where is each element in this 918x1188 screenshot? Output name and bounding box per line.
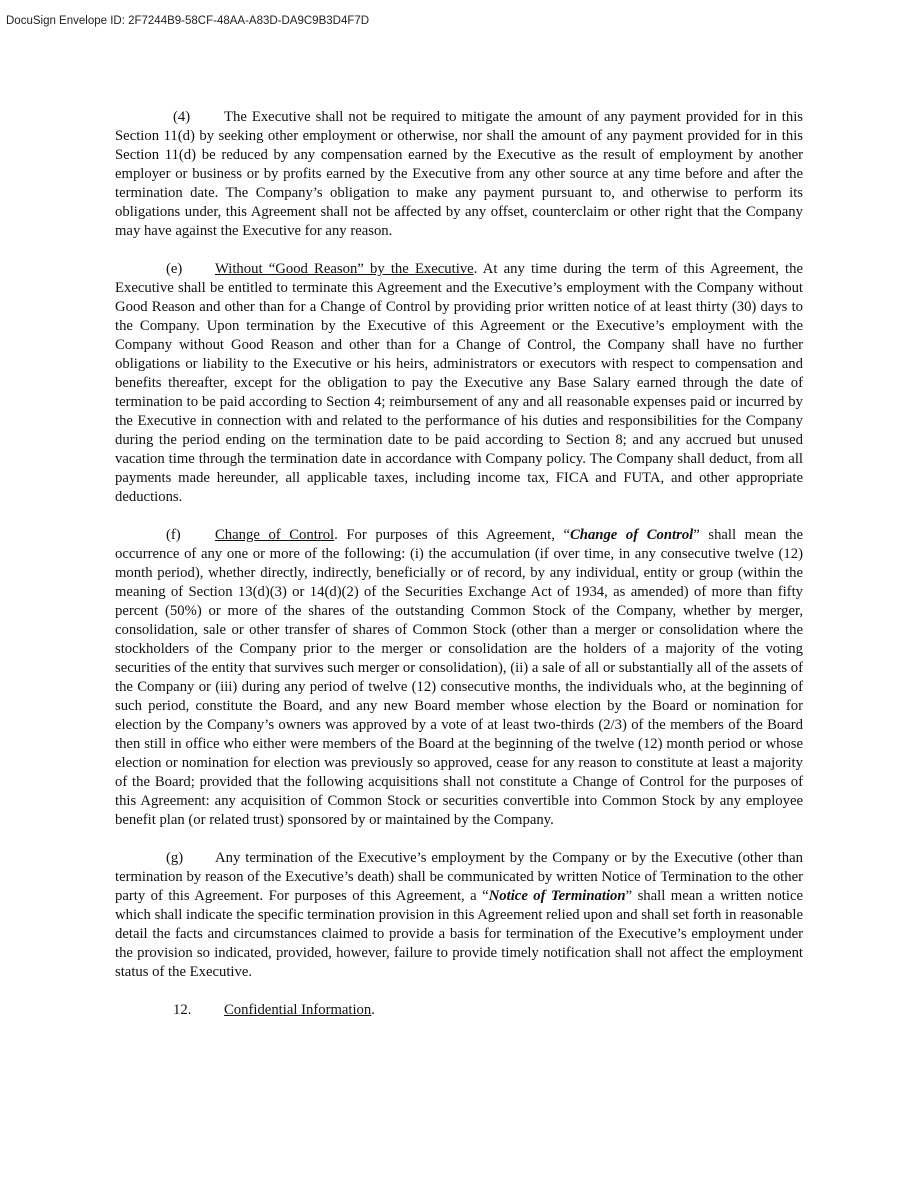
- section-12-heading: [115, 1001, 803, 1020]
- paragraph-11g: [115, 849, 803, 982]
- paragraph-text-before: Any termination of the Executive’s employment by the Company or by the Executive (other than termination by reason of the Executive’s death) shall be communicated by written Notice of Termination to the other party of this Agreement. For purposes of this Agreement, a “: [115, 850, 803, 904]
- document-page: [115, 108, 803, 1039]
- docusign-envelope-id: DocuSign Envelope ID: 2F7244B9-58CF-48AA-A83D-DA9C9B3D4F7D: [6, 15, 370, 27]
- paragraph-number: (f): [166, 527, 181, 543]
- paragraph-number: (g): [166, 850, 184, 866]
- paragraph-text-before: . For purposes of this Agreement, “: [334, 527, 570, 543]
- paragraph-number: (4): [173, 109, 191, 125]
- defined-term: Notice of Termination: [488, 888, 626, 904]
- paragraph-heading: Change of Control: [215, 527, 335, 543]
- paragraph-11e: [115, 260, 803, 507]
- paragraph-text-after: ” shall mean the occurrence of any one or more of the following: (i) the accumulation (if over time, in any consecutive twelve (12) month period), whether directly, indirectly, beneficially or of record, by any individual, entity or group (within the meaning of Section 13(d)(3) or 14(d)(2) of the Securities Exchange Act of 1934, as amended) of more than fifty percent (50%) or more of the shares of the outstanding Common Stock of the Company, whether by merger, consolidation, sale or other transfer of shares of Common Stock (other than a merger or consolidation where the stockholders of the Company prior to the merger or consolidation are the holders of a majority of the voting securities of the entity that survives such merger or consolidation), (ii) a sale of all or substantially all of the assets of the Company or (iii) during any period of twelve (12) consecutive months, the individuals who, at the beginning of such period, constitute the Board, and any new Board member whose election by the Board or nomination for election by the Company’s owners was approved by a vote of at least two-thirds (2/3) of the members of the Board then still in office who either were members of the Board at the beginning of the twelve (12) month period or whose election or nomination for election was previously so approved, cease for any reason to constitute at least a majority of the Board; provided that the following acquisitions shall not constitute a Change of Control for the purposes of this Agreement: any acquisition of Common Stock or securities convertible into Common Stock by any employee benefit plan (or related trust) sponsored by or maintained by the Company.: [115, 527, 803, 828]
- section-title: Confidential Information: [224, 1002, 372, 1018]
- paragraph-11f: [115, 526, 803, 830]
- paragraph-number: (e): [166, 261, 183, 277]
- section-title-period: .: [371, 1002, 375, 1018]
- paragraph-heading: Without “Good Reason” by the Executive: [215, 261, 474, 277]
- paragraph-text-after: ” shall mean a written notice which shall indicate the specific termination provision in this Agreement relied upon and shall set forth in reasonable detail the facts and circumstances claimed to provide a basis for termination of the Executive’s employment under the provision so indicated, provided, however, failure to provide timely notification shall not affect the employment status of the Executive.: [115, 888, 804, 980]
- section-number: 12.: [173, 1002, 192, 1018]
- defined-term: Change of Control: [569, 527, 694, 543]
- paragraph-text: . At any time during the term of this Agreement, the Executive shall be entitled to terminate this Agreement and the Executive’s employment with the Company without Good Reason and other than for a Change of Control by providing prior written notice of at least thirty (30) days to the Company. Upon termination by the Executive of this Agreement or the Executive’s employment with the Company without Good Reason and other than for a Change of Control, the Company shall have no further obligations or liability to the Executive or his heirs, administrators or executors with respect to compensation and benefits thereafter, except for the obligation to pay the Executive any Base Salary earned through the date of termination to be paid according to Section 4; reimbursement of any and all reasonable expenses paid or incurred by the Executive in connection with and related to the performance of his duties and responsibilities for the Company during the period ending on the termination date to be paid according to Section 8; and any accrued but unused vacation time through the termination date in accordance with Company policy. The Company shall deduct, from all payments made hereunder, all applicable taxes, including income tax, FICA and FUTA, and other appropriate deductions.: [115, 261, 803, 505]
- paragraph-11d-4: [115, 108, 803, 241]
- paragraph-text: The Executive shall not be required to mitigate the amount of any payment provided for in this Section 11(d) by seeking other employment or otherwise, nor shall the amount of any payment provided for in this Section 11(d) be reduced by any compensation earned by the Executive as the result of employment by another employer or business or by profits earned by the Executive from any other source at any time before and after the termination date. The Company’s obligation to make any payment pursuant to, and otherwise to perform its obligations under, this Agreement shall not be affected by any offset, counterclaim or other right that the Company may have against the Executive for any reason.: [115, 109, 803, 239]
